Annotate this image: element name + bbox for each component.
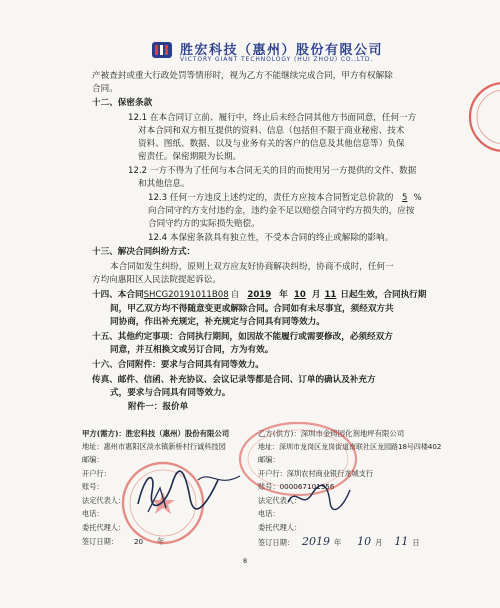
section-heading-13: 十三、解决合同纠纷方式： [92,247,196,257]
clause-text: 自 [230,290,240,300]
victory-giant-logo-icon [150,38,174,62]
party-a-legal-rep: 法定代表人： [82,496,126,505]
effective-month: 10 [293,290,306,300]
party-a-phone: 电话： [82,509,104,518]
penalty-percent: 5 [402,193,408,203]
company-seal-edge [464,78,500,156]
paragraph-line: 对本合同和双方相互提供的资料、信息（包括但不限于商业秘密、技术 [138,126,405,136]
party-b-title-text: 乙方(供方)：深圳市金铸园化剂地坪有限公司 [258,429,405,438]
year-label: 年 [279,290,288,300]
date-month: 10 [357,535,372,548]
party-b-phone: 电话： [258,509,280,518]
paragraph-line: 和其他信息。 [138,179,190,189]
paragraph-line: 12.4 本保密条款具有独立性，不受本合同的终止或解除的影响。 [148,233,394,243]
paragraph-line: 密责任。保密期限为长期。 [138,152,242,162]
date-day: 11 [394,535,409,548]
paragraph-line: 本合同如发生纠纷，原则上双方应友好协商解决纠纷，协商不成时，任何一 [110,262,394,272]
party-b-legal-rep: 法定代表人： [258,496,302,505]
date-label: 签订日期： [82,537,118,546]
clause-text: 12.3 任何一方违反上述约定的，责任方应按本合同暂定总价款的 [148,193,394,203]
paragraph-line: 资料、图纸、数据、以及与业务有关的客户的信息及其他信息等）负保 [138,139,405,149]
party-b-signature [284,482,354,512]
section-heading-15: 十五、其他约定事项：合同执行期间，如因故不能履行或需要修改，必须经双方 [92,332,393,342]
paragraph-line: 产被查封或重大行政处罚等情形时，视为乙方不能继续完成合同，甲方有权解除 [92,71,393,81]
year-label: 年 [157,537,165,546]
paragraph-line: 12.1 在本合同订立前、履行中，终止后未经合同其他方书面同意，任何一方 [128,113,417,123]
paragraph-line: 同协商，作出补充规定，补充规定与合同具有同等效力。 [110,317,325,327]
paragraph-line: 合同守约方的实际损失赔偿。 [148,219,260,229]
month-label: 月 [311,290,321,300]
section-heading-14 [92,289,426,301]
party-a-title: 甲方(需方)：胜宏科技（惠州）股份有限公司 [82,429,230,438]
paragraph-line: 同意，并互相换文或另订合同，方为有效。 [110,345,274,355]
page-number: 8 [243,557,248,565]
clause-tail: 日起生效，合同执行期 [340,290,427,300]
party-b-address: 地址：深圳市龙岗区龙岗街道南联社区龙园路18号四楼402 [258,443,442,451]
party-b-sign-date [258,536,420,549]
contract-number: SHCG20191011B08 [143,290,229,300]
party-a-account: 账号： [82,482,104,491]
effective-year: 2019 [247,290,272,300]
party-a-address: 地址：惠州市惠阳区淡水镇新桥村行诚科技园 [82,442,226,451]
day-label: 日 [412,538,420,547]
date-label: 签订日期： [258,538,294,547]
annex-label: 附件一：报价单 [128,402,189,412]
company-name-cn: 胜宏科技（惠州）股份有限公司 [180,43,384,58]
paragraph-line: 12.2 一方不得为了任何与本合同无关的目的而使用另一方提供的文件、数据 [128,166,417,176]
party-a-post: 邮编： [82,455,104,464]
year-label: 年 [333,538,342,547]
month-label: 月 [375,538,383,547]
percent-sign: % [413,193,422,203]
section-heading-12: 十二、保密条款 [92,98,153,108]
party-b-post: 邮编： [258,455,280,464]
paragraph-line: 合同。 [92,84,118,94]
section-heading-16: 十六、合同附件：要求与合同具有同等效力。 [92,360,264,370]
company-name-en: VICTORY GIANT TECHNOLOGY (HUI ZHOU) CO.,LTD. [180,56,374,63]
party-b-account: 账号：000067101356 [258,482,335,491]
party-b-agent: 委托代理人： [258,523,302,532]
party-a-agent: 委托代理人： [82,523,126,532]
paragraph-line [148,192,422,204]
date-year: 20 [133,537,144,546]
date-year: 2019 [301,535,330,548]
clause-lead: 十四、本合同 [92,290,144,300]
party-a-bank: 开户行： [82,469,111,478]
paragraph-line: 方均向惠阳区人民法院提起诉讼。 [92,275,221,285]
party-b-bank: 开户行：深圳农村商业银行龙城支行 [258,469,374,478]
paragraph-line: 间，甲乙双方均不得随意变更或解除合同。合同如有未尽事宜，须经双方共 [110,304,394,314]
letterhead [150,38,450,68]
paragraph-line: 传真、邮件、信函、补充协议、会议记录等都是合同、订单的确认及补充方 [92,375,376,385]
effective-day: 11 [324,290,337,300]
paragraph-line: 向合同守约方支付违约金，违约金不足以赔偿合同守约方损失的，应按 [148,206,415,216]
paragraph-line: 式，要求与合同具有同等效力。 [110,388,231,398]
